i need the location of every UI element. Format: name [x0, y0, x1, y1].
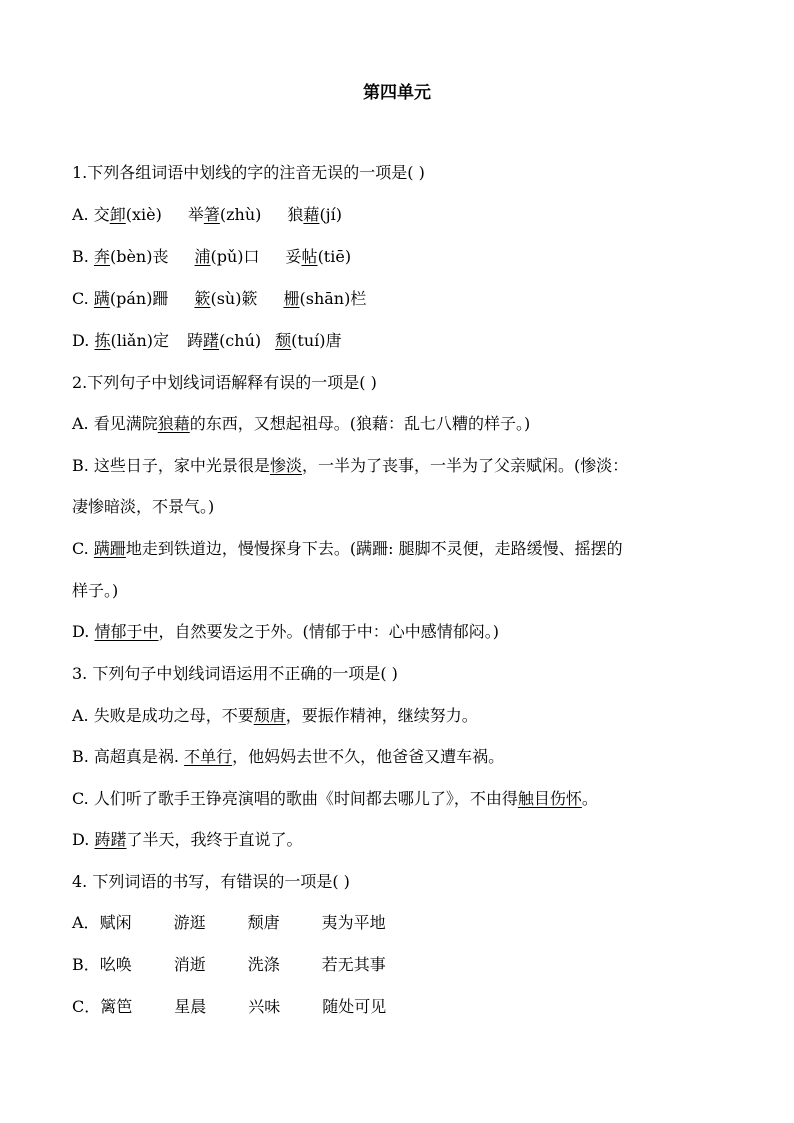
question-1-stem: 1.下列各组词语中划线的字的注音无误的一项是( ) — [72, 163, 425, 182]
question-1-option-c: C. 蹒(pán)跚 簌(sù)簌 栅(shān)栏 — [72, 289, 367, 308]
question-4-option-c: C．篱笆 星晨 兴味 随处可见 — [72, 997, 387, 1016]
question-2-option-c: C. 蹒跚地走到铁道边，慢慢探身下去。(蹒跚: 腿脚不灵便，走路缓慢、摇摆的 — [72, 539, 623, 558]
question-3-option-b: B. 高超真是祸. 不单行，他妈妈去世不久，他爸爸又遭车祸。 — [72, 747, 505, 766]
page-title: 第四单元 — [363, 83, 431, 103]
question-1-option-a: A. 交卸(xiè) 举箸(zhù) 狼藉(jí) — [72, 205, 342, 224]
question-3-option-c: C. 人们听了歌手王铮亮演唱的歌曲《时间都去哪儿了》，不由得触目伤怀。 — [72, 789, 598, 808]
question-2-option-b-cont: 凄惨暗淡，不景气。) — [72, 497, 215, 516]
question-1-option-d: D. 拣(liǎn)定 踌躇(chú) 颓(tuí)唐 — [72, 331, 342, 350]
question-1-option-b: B. 奔(bèn)丧 浦(pǔ)口 妥帖(tiē) — [72, 247, 352, 266]
question-4-option-b: B．吆唤 消逝 洗涤 若无其事 — [72, 955, 386, 974]
question-4-option-a: A．赋闲 游逛 颓唐 夷为平地 — [72, 913, 386, 932]
question-2-option-d: D. 情郁于中，自然要发之于外。(情郁于中：心中感情郁闷。) — [72, 622, 499, 641]
question-3-option-d: D. 踌躇了半天，我终于直说了。 — [72, 830, 303, 849]
question-2-stem: 2.下列句子中划线词语解释有误的一项是( ) — [72, 373, 377, 392]
question-4-stem: 4. 下列词语的书写，有错误的一项是( ) — [72, 872, 350, 891]
question-2-option-b: B. 这些日子，家中光景很是惨淡，一半为了丧事，一半为了父亲赋闲。(惨淡： — [72, 456, 629, 475]
question-3-option-a: A. 失败是成功之母，不要颓唐，要振作精神，继续努力。 — [72, 706, 478, 725]
question-2-option-c-cont: 样子。) — [72, 581, 119, 600]
question-2-option-a: A. 看见满院狼藉的东西，又想起祖母。(狼藉：乱七八糟的样子。) — [72, 414, 531, 433]
question-3-stem: 3. 下列句子中划线词语运用不正确的一项是( ) — [72, 664, 398, 683]
